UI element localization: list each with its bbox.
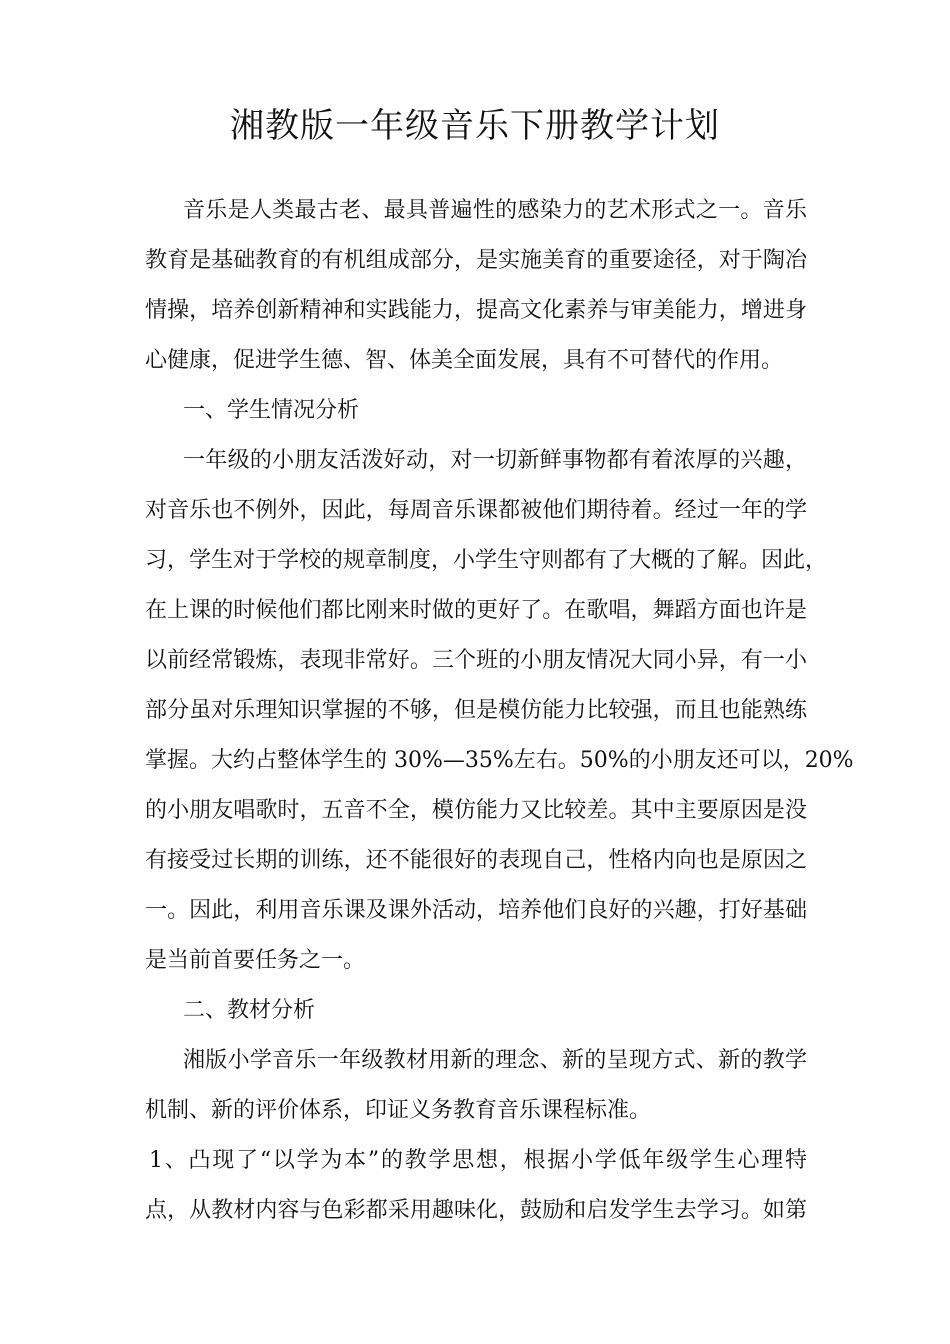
paragraph-line: 掌握。大约占整体学生的 30%—35%左右。50%的小朋友还可以，20% [145, 748, 854, 773]
document-title: 湘教版一年级音乐下册教学计划 [230, 106, 720, 146]
paragraph-line: 湘版小学音乐一年级教材用新的理念、新的呈现方式、新的教学 [183, 1048, 807, 1073]
paragraph-line: 有接受过长期的训练，还不能很好的表现自己，性格内向也是原因之 [145, 848, 807, 873]
paragraph-line: 情操，培养创新精神和实践能力，提高文化素养与审美能力，增进身 [145, 298, 807, 323]
paragraph-line: 一年级的小朋友活泼好动，对一切新鲜事物都有着浓厚的兴趣， [183, 448, 807, 473]
section-heading: 一、学生情况分析 [183, 398, 360, 423]
paragraph-line: 部分虽对乐理知识掌握的不够，但是模仿能力比较强，而且也能熟练 [145, 698, 807, 723]
section-heading: 二、教材分析 [183, 998, 316, 1023]
paragraph-line: 一。因此，利用音乐课及课外活动，培养他们良好的兴趣，打好基础 [145, 898, 807, 923]
paragraph-line: 的小朋友唱歌时，五音不全，模仿能力又比较差。其中主要原因是没 [145, 798, 807, 823]
paragraph-line: 习，学生对于学校的规章制度，小学生守则都有了大概的了解。因此， [145, 548, 828, 573]
paragraph-line: 在上课的时候他们都比刚来时做的更好了。在歌唱，舞蹈方面也许是 [145, 598, 807, 623]
paragraph-line: 机制、新的评价体系，印证义务教育音乐课程标准。 [145, 1098, 652, 1123]
paragraph-line: 教育是基础教育的有机组成部分，是实施美育的重要途径，对于陶冶 [145, 248, 807, 273]
paragraph-line: 心健康，促进学生德、智、体美全面发展，具有不可替代的作用。 [145, 348, 784, 373]
paragraph-line: 以前经常锻炼，表现非常好。三个班的小朋友情况大同小异，有一小 [145, 648, 807, 673]
paragraph-line: 点，从教材内容与色彩都采用趣味化，鼓励和启发学生去学习。如第 [145, 1198, 807, 1223]
document-body [145, 186, 854, 1236]
paragraph-line: 对音乐也不例外，因此，每周音乐课都被他们期待着。经过一年的学 [145, 498, 807, 523]
list-item-line: 1、凸现了“以学为本”的教学思想，根据小学低年级学生心理特 [149, 1148, 807, 1173]
paragraph-line: 是当前首要任务之一。 [145, 948, 366, 973]
paragraph-line: 音乐是人类最古老、最具普遍性的感染力的艺术形式之一。音乐 [183, 198, 807, 223]
